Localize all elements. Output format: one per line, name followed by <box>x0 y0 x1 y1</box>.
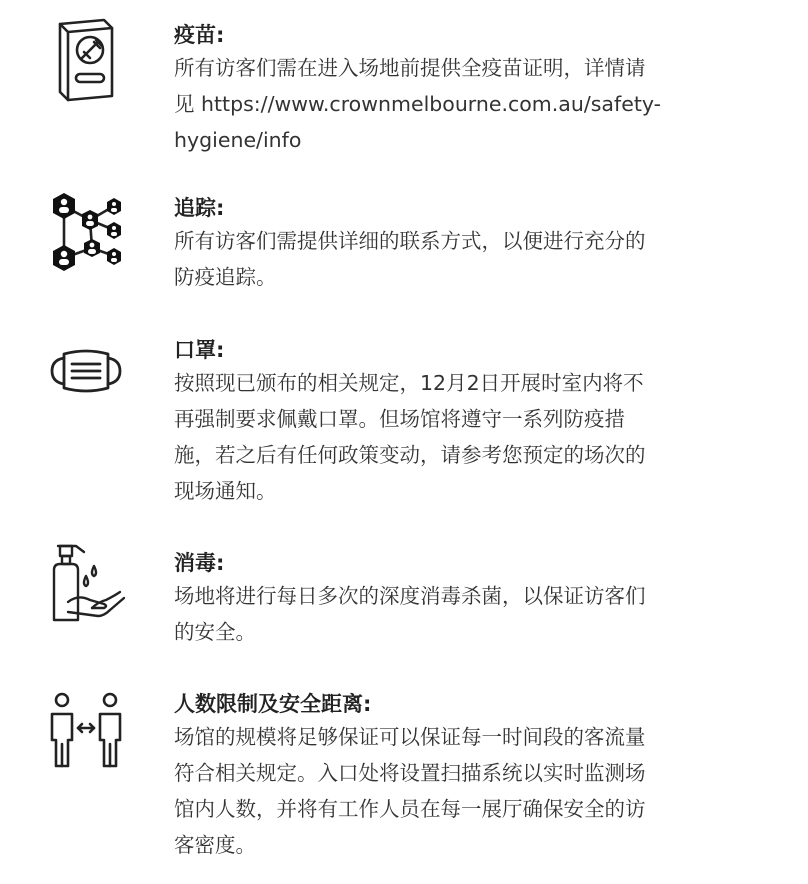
body-line: 客密度。 <box>174 833 256 857</box>
contact-tracing-network-icon <box>40 186 132 278</box>
section-body <box>174 719 744 863</box>
body-line: 防疫追踪。 <box>174 265 277 289</box>
section-body <box>174 365 744 509</box>
section-title: 疫苗: <box>174 23 225 47</box>
body-line: 所有访客们需在进入场地前提供全疫苗证明，详情请 <box>174 56 646 80</box>
section-body <box>174 578 744 650</box>
body-line: 按照现已颁布的相关规定，12月2日开展时室内将不 <box>174 371 644 395</box>
section-title: 人数限制及安全距离: <box>174 692 372 716</box>
section-title: 追踪: <box>174 196 225 220</box>
body-line: 馆内人数，并将有工作人员在每一展厅确保安全的访 <box>174 797 646 821</box>
body-line: 现场通知。 <box>174 479 277 503</box>
body-line: 场馆的规模将足够保证可以保证每一时间段的客流量 <box>174 725 646 749</box>
section-body <box>174 223 744 295</box>
vaccine-passport-icon <box>40 14 132 106</box>
body-line: 施，若之后有任何政策变动，请参考您预定的场次的 <box>174 443 646 467</box>
body-line: 场地将进行每日多次的深度消毒杀菌，以保证访客们 <box>174 584 646 608</box>
body-line: 的安全。 <box>174 620 256 644</box>
body-line: 再强制要求佩戴口罩。但场馆将遵守一系列防疫措 <box>174 407 625 431</box>
face-mask-icon <box>40 326 132 418</box>
body-line: hygiene/info <box>174 128 302 152</box>
body-line: 符合相关规定。入口处将设置扫描系统以实时监测场 <box>174 761 646 785</box>
section-title: 消毒: <box>174 551 225 575</box>
section-body <box>174 50 744 158</box>
social-distancing-icon <box>40 688 132 780</box>
section-title: 口罩: <box>174 338 225 362</box>
hand-sanitizer-icon <box>40 536 132 628</box>
body-line: 见 https://www.crownmelbourne.com.au/safety- <box>174 92 662 116</box>
body-line: 所有访客们需提供详细的联系方式，以便进行充分的 <box>174 229 646 253</box>
